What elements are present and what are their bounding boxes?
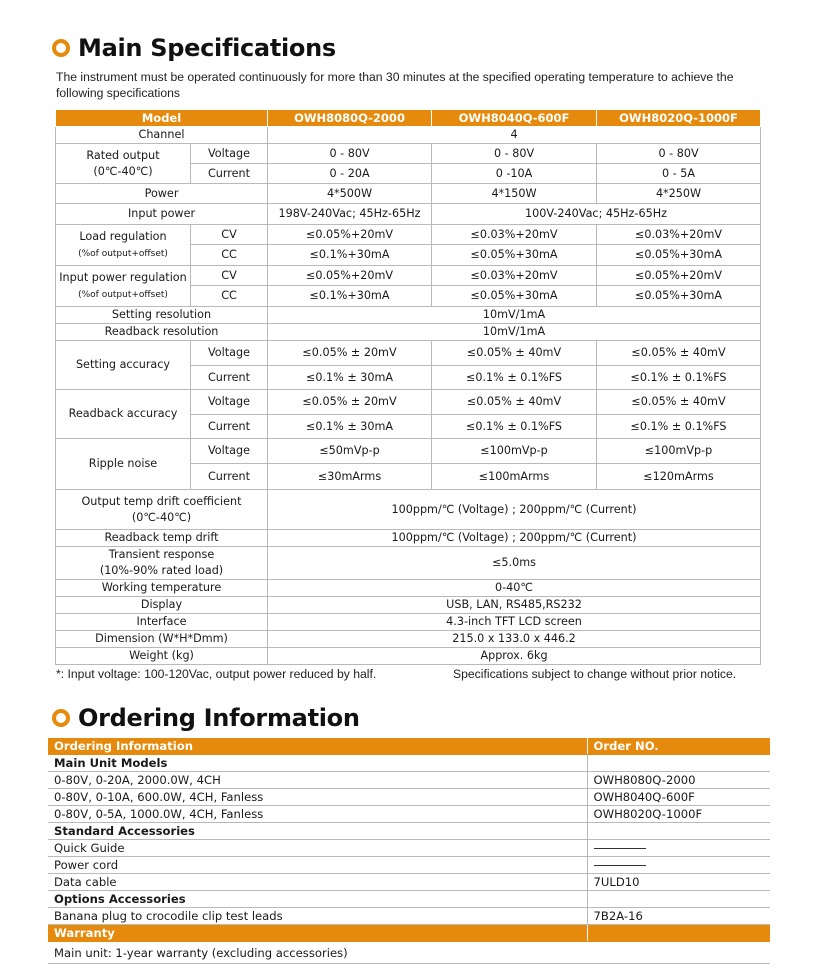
order-row [48,806,770,823]
sub-label: CC [191,286,268,307]
sub-label: Voltage [191,144,268,164]
row-label: Weight (kg) [56,648,268,665]
order-desc: Quick Guide [48,840,587,857]
row-label: Working temperature [56,580,268,597]
sub-label: Current [191,366,268,390]
cell: ≤0.05%+30mA [432,286,597,307]
cell: 100V-240Vac; 45Hz-65Hz [432,204,761,225]
cell: ≤0.03%+20mV [432,225,597,245]
section-empty [587,925,770,942]
cell: ≤0.1% ± 0.1%FS [432,366,597,390]
spec-row-transient [56,547,761,580]
order-no-dash [587,840,770,857]
order-desc: 0-80V, 0-5A, 1000.0W, 4CH, Fanless [48,806,587,823]
order-desc: Power cord [48,857,587,874]
footnote-notice: Specifications subject to change without prior notice. [453,667,737,681]
cell: ≤100mArms [432,464,597,490]
spec-row-input-power [56,204,761,225]
circle-bullet-icon [52,709,70,727]
footnote-input-voltage: *: Input voltage: 100-120Vac, output power reduced by half. [56,667,377,681]
spec-row-readback-drift [56,530,761,547]
header-model-1: OWH8080Q-2000 [268,110,432,127]
spec-row-output-drift [56,490,761,530]
order-desc: Data cable [48,874,587,891]
cell: ≤0.05% ± 40mV [597,341,761,366]
order-row [48,908,770,925]
row-value: 4 [268,127,761,144]
cell: 0 - 80V [597,144,761,164]
section-title: Ordering Information [78,704,360,732]
cell: ≤0.05%+30mA [597,245,761,266]
cell: ≤0.05% ± 20mV [268,390,432,415]
cell: ≤0.05% ± 40mV [597,390,761,415]
cell: 4*150W [432,184,597,204]
row-label: Readback temp drift [56,530,268,547]
spec-row-readback-resolution [56,324,761,341]
order-no: OWH8020Q-1000F [587,806,770,823]
row-label: Transient response (10%-90% rated load) [56,547,268,580]
section-empty [587,755,770,772]
order-row [48,840,770,857]
cell: 0 - 20A [268,164,432,184]
dash-line [594,848,646,849]
section-empty [587,891,770,908]
spec-row-input-reg-cv [56,266,761,286]
cell: 0 -10A [432,164,597,184]
cell: ≤0.1% ± 30mA [268,366,432,390]
order-row [48,772,770,789]
order-no: 7ULD10 [587,874,770,891]
row-label: Readback resolution [56,324,268,341]
order-section-options [48,891,770,908]
sub-label: Current [191,164,268,184]
spec-row-load-cv [56,225,761,245]
cell: ≤0.1%+30mA [268,245,432,266]
main-specifications-heading [52,34,336,62]
row-label: Channel [56,127,268,144]
cell: ≤0.1% ± 0.1%FS [597,366,761,390]
order-section-main [48,755,770,772]
row-value: 0-40℃ [268,580,761,597]
order-no: 7B2A-16 [587,908,770,925]
cell: ≤0.05%+20mV [268,266,432,286]
section-label: Main Unit Models [48,755,587,772]
order-row-warranty [48,942,770,964]
cell: ≤0.03%+20mV [432,266,597,286]
sub-label: CC [191,245,268,266]
sub-label: CV [191,225,268,245]
order-section-standard [48,823,770,840]
row-value: 215.0 x 133.0 x 446.2 [268,631,761,648]
order-desc: 0-80V, 0-10A, 600.0W, 4CH, Fanless [48,789,587,806]
spec-row-ripple-voltage [56,439,761,464]
row-label: Load regulation (%of output+offset) [56,225,191,266]
header-model: Model [56,110,268,127]
header-desc: Ordering Information [48,738,587,755]
cell: ≤0.05% ± 40mV [432,390,597,415]
order-no: OWH8040Q-600F [587,789,770,806]
row-label: Input power regulation (%of output+offset) [56,266,191,307]
cell: ≤0.05% ± 20mV [268,341,432,366]
row-label: Input power [56,204,268,225]
sub-label: Voltage [191,341,268,366]
header-order-no: Order NO. [587,738,770,755]
spec-row-setting-acc-voltage [56,341,761,366]
spec-row-weight [56,648,761,665]
section-label: Standard Accessories [48,823,587,840]
section-empty [587,823,770,840]
spec-header-row [56,110,761,127]
row-value: 100ppm/℃ (Voltage) ; 200ppm/℃ (Current) [268,530,761,547]
row-value: USB, LAN, RS485,RS232 [268,597,761,614]
sub-label: Voltage [191,439,268,464]
section-title: Main Specifications [78,34,336,62]
circle-bullet-icon [52,39,70,57]
row-value: 4.3-inch TFT LCD screen [268,614,761,631]
row-value: 10mV/1mA [268,324,761,341]
order-desc: Banana plug to crocodile clip test leads [48,908,587,925]
cell: 0 - 80V [432,144,597,164]
order-row [48,874,770,891]
row-label: Dimension (W*H*Dmm) [56,631,268,648]
ordering-information-heading [52,704,360,732]
cell: ≤100mVp-p [432,439,597,464]
spec-row-dimension [56,631,761,648]
spec-row-working-temp [56,580,761,597]
cell: ≤50mVp-p [268,439,432,464]
cell: ≤0.05% ± 40mV [432,341,597,366]
row-label: Display [56,597,268,614]
cell: ≤0.05%+30mA [432,245,597,266]
specifications-table [55,109,761,665]
order-section-warranty [48,925,770,942]
sub-label: CV [191,266,268,286]
cell: ≤0.05%+20mV [268,225,432,245]
cell: 198V-240Vac; 45Hz-65Hz [268,204,432,225]
row-label: Power [56,184,268,204]
cell: 4*500W [268,184,432,204]
sub-label: Current [191,415,268,439]
cell: ≤0.1%+30mA [268,286,432,307]
cell: ≤0.05%+30mA [597,286,761,307]
cell: ≤30mArms [268,464,432,490]
section-label: Options Accessories [48,891,587,908]
cell: ≤0.05%+20mV [597,266,761,286]
cell: ≤0.1% ± 0.1%FS [597,415,761,439]
header-model-2: OWH8040Q-600F [432,110,597,127]
spec-row-rated-voltage [56,144,761,164]
row-label: Setting accuracy [56,341,191,390]
ordering-table [48,738,770,964]
row-value: Approx. 6kg [268,648,761,665]
row-label: Interface [56,614,268,631]
cell: 0 - 80V [268,144,432,164]
cell: ≤100mVp-p [597,439,761,464]
cell: 4*250W [597,184,761,204]
sub-label: Current [191,464,268,490]
header-model-3: OWH8020Q-1000F [597,110,761,127]
row-label: Rated output (0℃-40℃) [56,144,191,184]
spec-row-interface [56,614,761,631]
spec-row-display [56,597,761,614]
cell: ≤0.1% ± 30mA [268,415,432,439]
order-header-row [48,738,770,755]
order-row [48,857,770,874]
row-label: Output temp drift coefficient (0℃-40℃) [56,490,268,530]
spec-row-power [56,184,761,204]
row-value: 100ppm/℃ (Voltage) ; 200ppm/℃ (Current) [268,490,761,530]
row-label: Ripple noise [56,439,191,490]
cell: 0 - 5A [597,164,761,184]
order-desc: 0-80V, 0-20A, 2000.0W, 4CH [48,772,587,789]
order-no-dash [587,857,770,874]
order-no: OWH8080Q-2000 [587,772,770,789]
order-row [48,789,770,806]
dash-line [594,865,646,866]
warranty-label: Warranty [48,925,587,942]
row-label: Readback accuracy [56,390,191,439]
warranty-text: Main unit: 1-year warranty (excluding accessories) [48,942,770,964]
cell: ≤0.1% ± 0.1%FS [432,415,597,439]
cell: ≤0.03%+20mV [597,225,761,245]
sub-label: Voltage [191,390,268,415]
row-value: 10mV/1mA [268,307,761,324]
spec-row-setting-resolution [56,307,761,324]
row-label: Setting resolution [56,307,268,324]
spec-row-channel [56,127,761,144]
intro-text: The instrument must be operated continuously for more than 30 minutes at the specified operating temperature to achieve the following specifications [56,70,734,100]
row-value: ≤5.0ms [268,547,761,580]
cell: ≤120mArms [597,464,761,490]
spec-row-readback-acc-voltage [56,390,761,415]
